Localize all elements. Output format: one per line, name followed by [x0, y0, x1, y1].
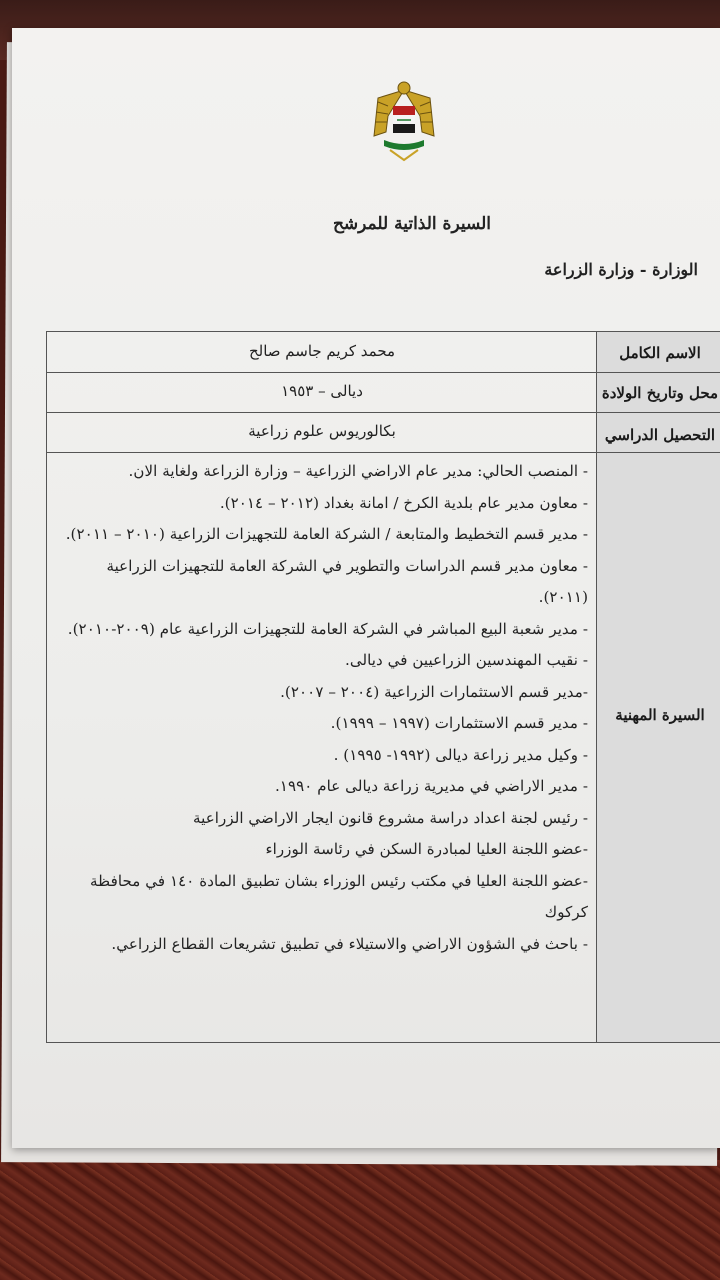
birth-place-date-label: محل وتاريخ الولادة — [601, 384, 719, 402]
career-item: - معاون مدير عام بلدية الكرخ / امانة بغداد (٢٠١٢ – ٢٠١٤). — [219, 493, 588, 512]
career-item: - مدير قسم الاستثمارات (١٩٩٧ – ١٩٩٩). — [330, 714, 588, 732]
document-title: السيرة الذاتية للمرشح — [332, 214, 492, 234]
ministry-line: الوزارة - وزارة الزراعة — [544, 260, 698, 279]
birth-place-date-value: ديالى – ١٩٥٣ — [281, 382, 363, 400]
full-name-label: الاسم الكامل — [619, 344, 701, 362]
career-item: - المنصب الحالي: مدير عام الاراضي الزراعية – وزارة الزراعة ولغاية الان. — [128, 462, 588, 480]
career-item: - وكيل مدير زراعة ديالى (١٩٩٢- ١٩٩٥) . — [333, 745, 588, 764]
cv-table — [46, 331, 720, 1043]
carpet-background — [0, 1160, 720, 1280]
education-value: بكالوريوس علوم زراعية — [248, 422, 396, 440]
career-item: - مدير قسم التخطيط والمتابعة / الشركة العامة للتجهيزات الزراعية (٢٠١٠ – ٢٠١١). — [65, 525, 588, 543]
career-item: -عضو اللجنة العليا لمبادرة السكن في رئاسة الوزراء — [265, 840, 588, 858]
career-list — [53, 456, 588, 960]
document-page — [12, 28, 720, 1148]
row-divider — [47, 412, 720, 413]
career-item: - نقيب المهندسين الزراعيين في ديالى. — [345, 651, 588, 669]
row-divider — [47, 372, 720, 373]
row-divider — [47, 452, 720, 453]
career-item: - رئيس لجنة اعداد دراسة مشروع قانون ايجار الاراضي الزراعية — [192, 808, 588, 827]
education-label: التحصيل الدراسي — [604, 426, 716, 444]
career-item: -عضو اللجنة العليا في مكتب رئيس الوزراء بشان تطبيق المادة ١٤٠ في محافظة كركوك — [89, 871, 588, 921]
career-label: السيرة المهنية — [615, 706, 705, 724]
career-item: - مدير شعبة البيع المباشر في الشركة العامة للتجهيزات الزراعية عام (٢٠٠٩-٢٠١٠). — [67, 619, 588, 638]
career-item: -مدير قسم الاستثمارات الزراعية (٢٠٠٤ – ٢٠٠٧). — [280, 682, 588, 701]
full-name-value: محمد كريم جاسم صالح — [248, 342, 396, 360]
iraq-emblem-icon — [364, 76, 444, 166]
career-item: - مدير الاراضي في مديرية زراعة ديالى عام ١٩٩٠. — [274, 777, 588, 795]
career-item: - باحث في الشؤون الاراضي والاستيلاء في تطبيق تشريعات القطاع الزراعي. — [111, 934, 588, 953]
career-item: - معاون مدير قسم الدراسات والتطوير في الشركة العامة للتجهيزات الزراعية (٢٠١١). — [106, 556, 588, 606]
